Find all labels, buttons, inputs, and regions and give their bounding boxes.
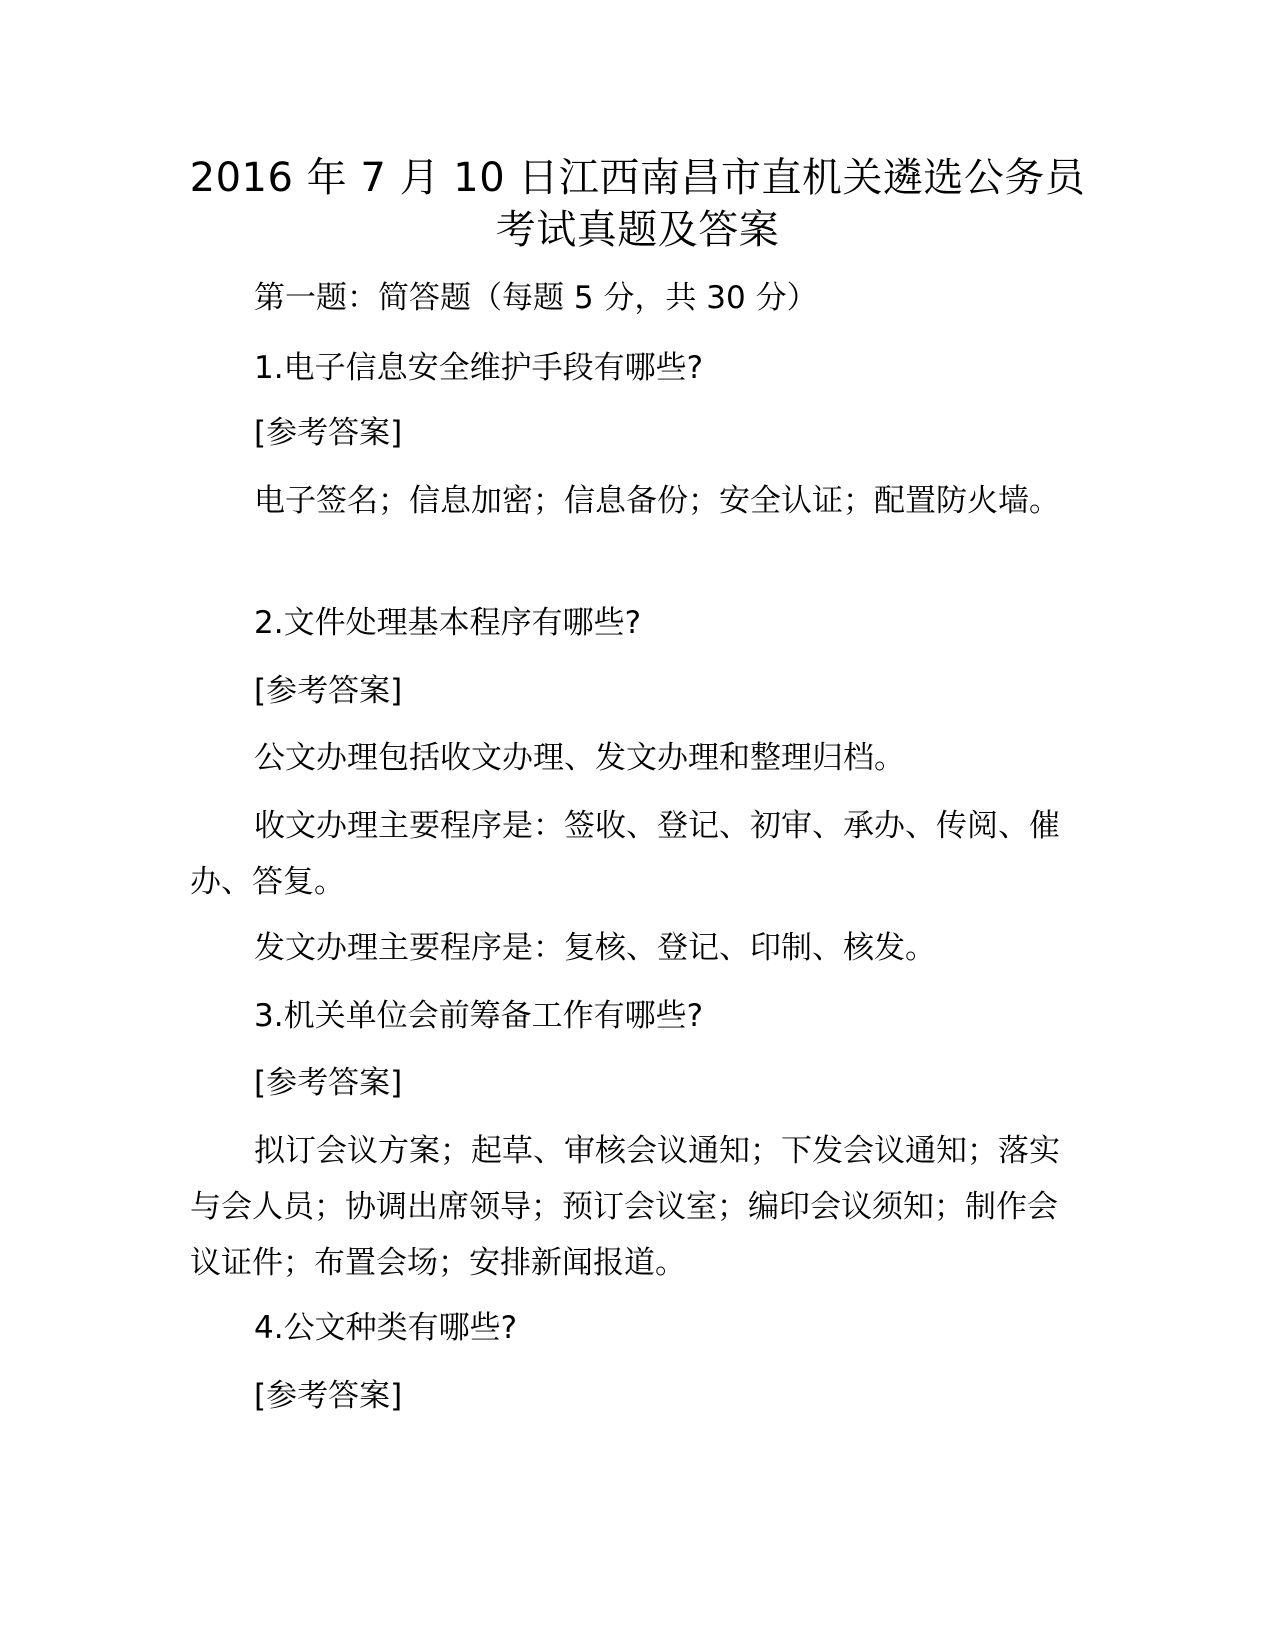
answer-3: 拟订会议方案；起草、审核会议通知；下发会议通知；落实与会人员；协调出席领导；预订会议室；编印会议须知；制作会议证件；布置会场；安排新闻报道。	[190, 1133, 1060, 1281]
answer-label-2: [参考答案]	[254, 673, 403, 709]
title-line-2: 考试真题及答案	[495, 207, 780, 253]
question-4: 4.公文种类有哪些?	[254, 1310, 518, 1346]
answer-1: 电子签名；信息加密；信息备份；安全认证；配置防火墙。	[254, 483, 1060, 519]
answer-2-intro: 公文办理包括收文办理、发文办理和整理归档。	[254, 740, 905, 776]
answer-label-4: [参考答案]	[254, 1378, 403, 1414]
title-line-1: 2016 年 7 月 10 日江西南昌市直机关遴选公务员	[189, 155, 1086, 201]
answer-2-receiving: 收文办理主要程序是：签收、登记、初审、承办、传阅、催办、答复。	[190, 808, 1060, 900]
question-2: 2.文件处理基本程序有哪些?	[254, 605, 642, 641]
answer-label-1: [参考答案]	[254, 415, 403, 451]
document-title	[175, 152, 1100, 256]
answer-label-3: [参考答案]	[254, 1065, 403, 1101]
section-heading: 第一题：简答题（每题 5 分，共 30 分）	[254, 280, 818, 316]
answer-2-sending: 发文办理主要程序是：复核、登记、印制、核发。	[254, 930, 936, 966]
question-1: 1.电子信息安全维护手段有哪些?	[254, 350, 704, 386]
question-3: 3.机关单位会前筹备工作有哪些?	[254, 998, 704, 1034]
